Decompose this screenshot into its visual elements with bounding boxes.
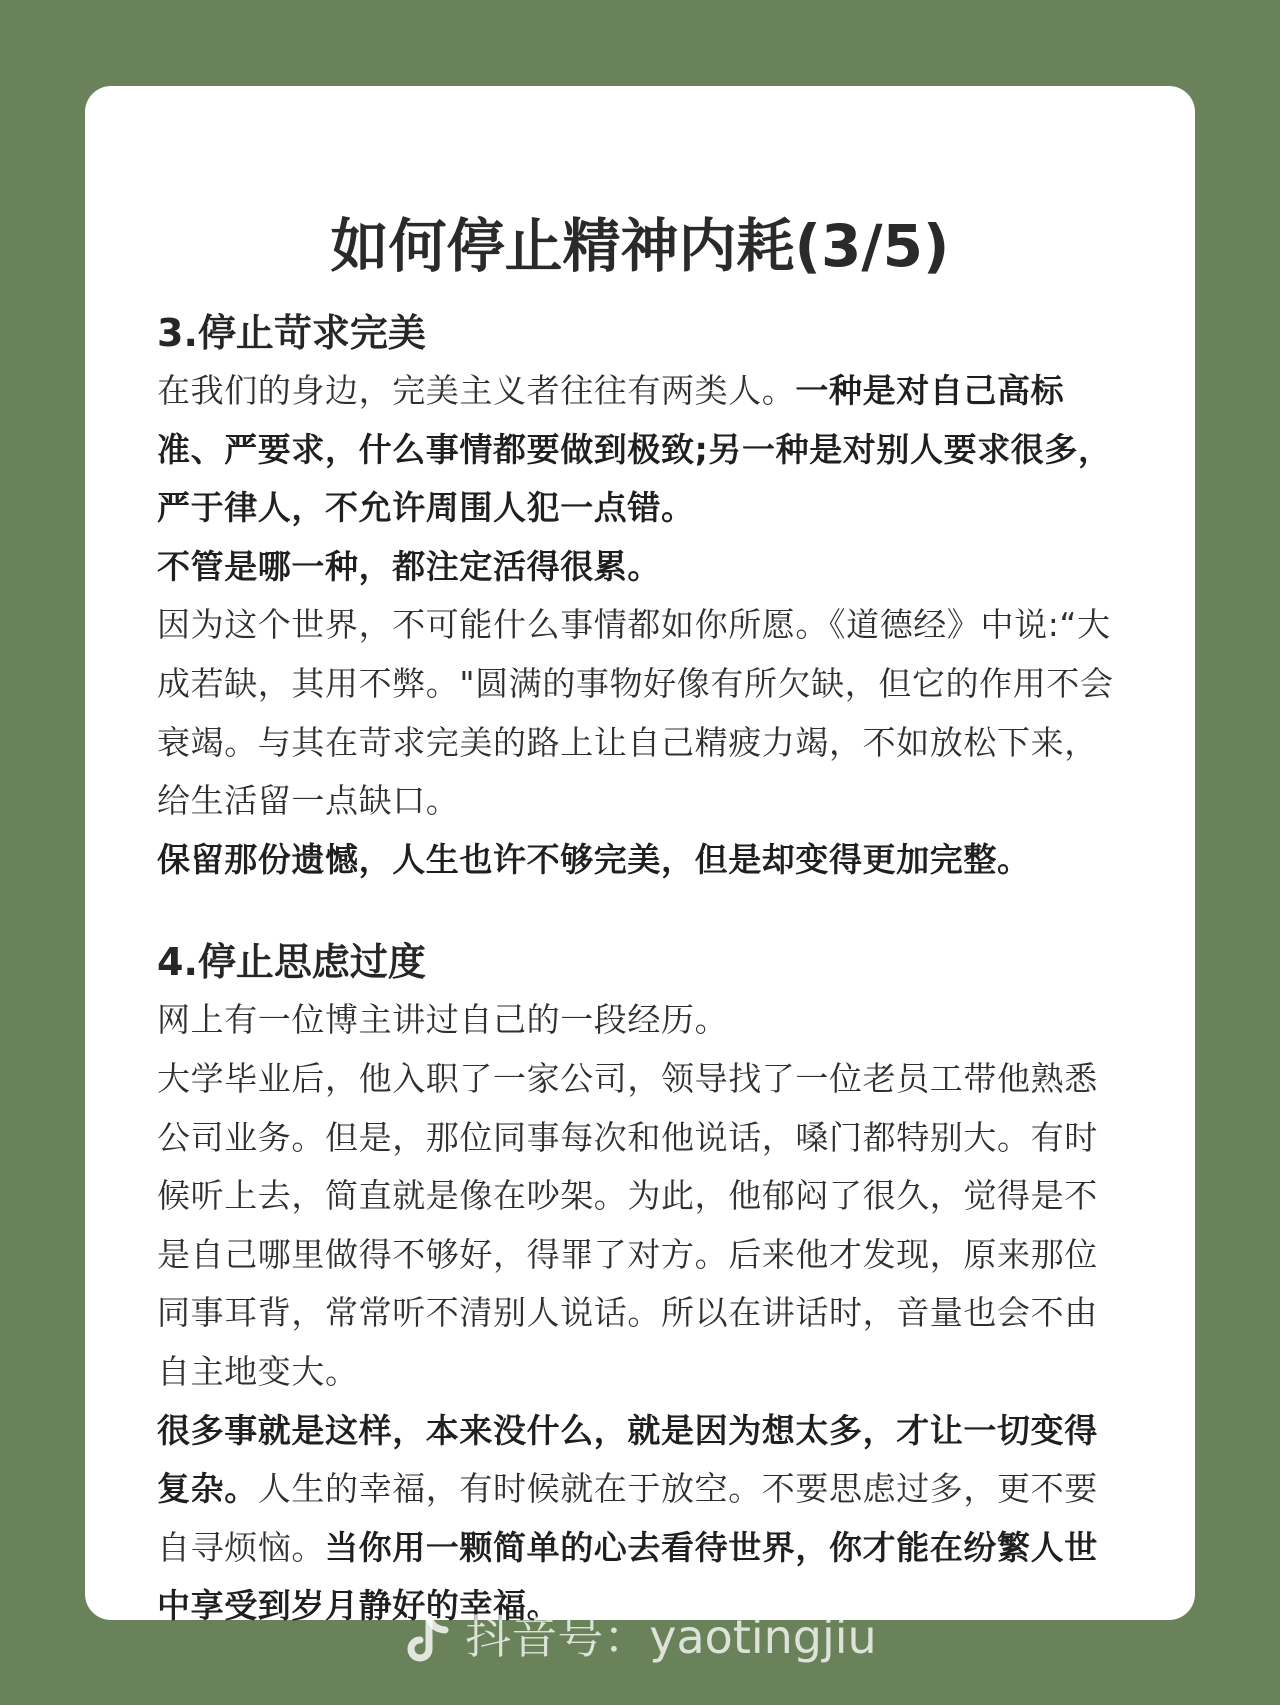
text-run: 网上有一位博主讲过自己的一段经历。 [157, 1000, 729, 1040]
watermark-text: 抖音号：yaotingjiu [465, 1610, 877, 1664]
article-body [157, 304, 1127, 1636]
paragraph [157, 538, 1127, 597]
text-run-bold: 一种是对自己高标准、严要求，什么事情都要做到极致;另一种是对别人要求很多，严于律人，不允许周围人犯一点错。 [157, 371, 1112, 528]
paragraph [157, 991, 1127, 1050]
text-run-bold: 不管是哪一种，都注定活得很累。 [157, 546, 661, 586]
section-perfection [157, 304, 1127, 889]
section-heading: 3.停止苛求完美 [157, 311, 426, 355]
section-overthinking [157, 933, 1127, 1636]
text-run: 因为这个世界，不可能什么事情都如你所愿。《道德经》中说:“大成若缺，其用不弊。"圆满的事物好像有所欠缺，但它的作用不会衰竭。与其在苛求完美的路上让自己精疲力竭，不如放松下来，给生活留一点缺口。 [157, 605, 1114, 821]
text-run-bold: 当你用一颗简单的心去看待世界，你才能在纷繁人世中享受到岁月静好的幸福。 [157, 1527, 1098, 1626]
text-run: 大学毕业后，他入职了一家公司，领导找了一位老员工带他熟悉公司业务。但是，那位同事每次和他说话，嗓门都特别大。有时候听上去，简直就是像在吵架。为此，他郁闷了很久，觉得是不是自己哪里做得不够好，得罪了对方。后来他才发现，原来那位同事耳背，常常听不清别人说话。所以在讲话时，音量也会不由自主地变大。 [157, 1058, 1098, 1391]
paragraph [157, 831, 1127, 890]
section-heading: 4.停止思虑过度 [157, 940, 426, 985]
douyin-watermark [0, 1602, 1280, 1672]
douyin-logo-icon [403, 1613, 451, 1669]
text-run: 人生的幸福，有时候就在于放空。不要思虑过多，更不要自寻烦恼。 [157, 1469, 1098, 1567]
paragraph [157, 362, 1127, 538]
page-title: 如何停止精神内耗(3/5) [330, 212, 950, 280]
text-run-bold: 保留那份遗憾，人生也许不够完美，但是却变得更加完整。 [157, 839, 1031, 879]
paragraph [157, 1050, 1127, 1402]
paragraph [157, 596, 1127, 830]
text-run: 在我们的身边，完美主义者往往有两类人。 [157, 371, 796, 410]
section-spacer [157, 889, 1127, 933]
paragraph [157, 1402, 1127, 1636]
text-run-bold: 很多事就是这样，本来没什么，就是因为想太多，才让一切变得复杂。 [157, 1410, 1098, 1509]
content-card [85, 86, 1195, 1626]
